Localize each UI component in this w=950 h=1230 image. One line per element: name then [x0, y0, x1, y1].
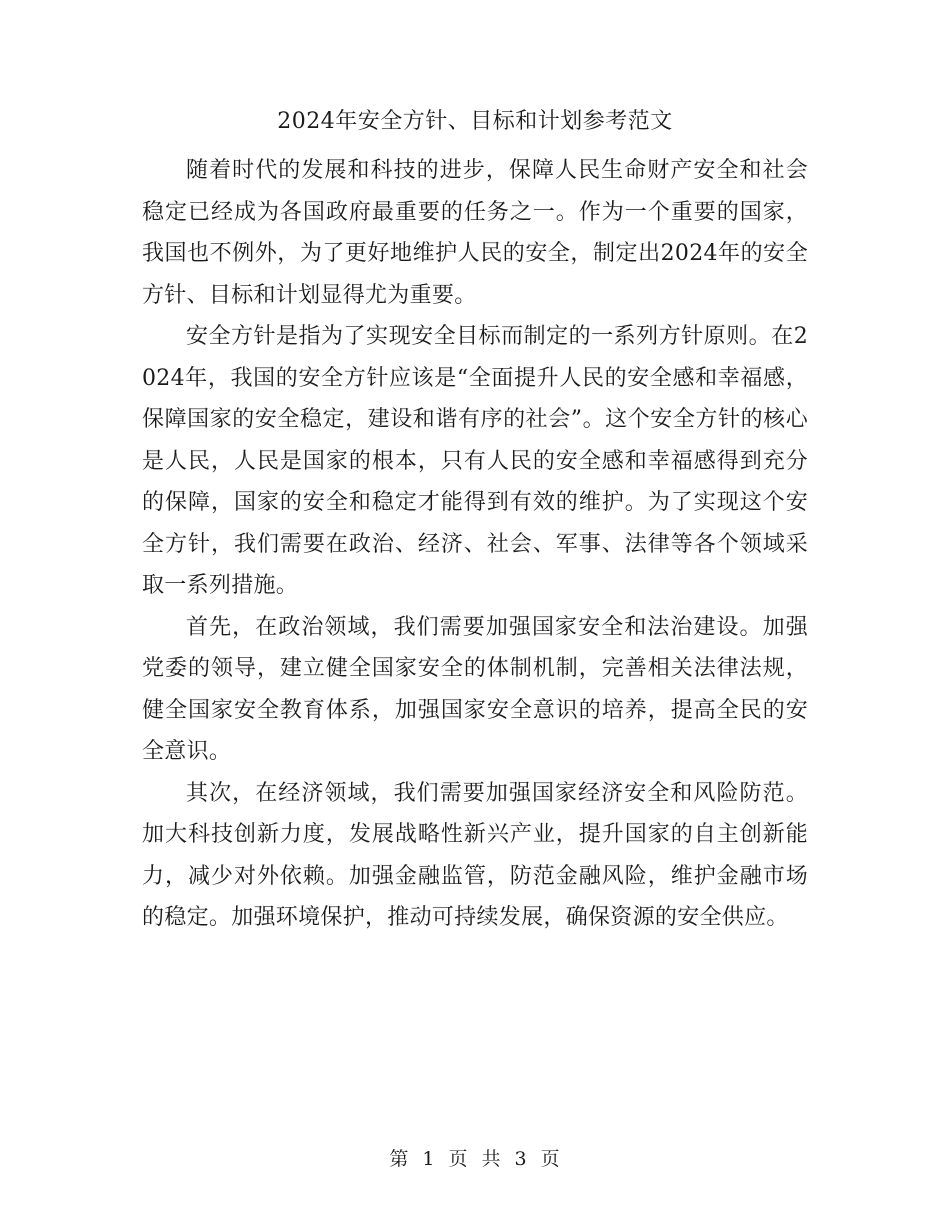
paragraph-safety-policy: 安全方针是指为了实现安全目标而制定的一系列方针原则。在2024年，我国的安全方针应该是“全面提升人民的安全感和幸福感，保障国家的安全稳定，建设和谐有序的社会”。这个安全方针的核心是人民，人民是国家的根本，只有人民的安全感和幸福感得到充分的保障，国家的安全和稳定才能得到有效的维护。为了实现这个安全方针，我们需要在政治、经济、社会、军事、法律等各个领域采取一系列措施。 [142, 324, 808, 598]
paragraph-economic-field: 其次，在经济领域，我们需要加强国家经济安全和风险防范。加大科技创新力度，发展战略性新兴产业，提升国家的自主创新能力，减少对外依赖。加强金融监管，防范金融风险，维护金融市场的稳定。加强环境保护，推动可持续发展，确保资源的安全供应。 [142, 780, 808, 930]
paragraph-political-field: 首先，在政治领域，我们需要加强国家安全和法治建设。加强党委的领导，建立健全国家安全的体制机制，完善相关法律法规，健全国家安全教育体系，加强国家安全意识的培养，提高全民的安全意识。 [142, 614, 808, 764]
paragraph-intro: 随着时代的发展和科技的进步，保障人民生命财产安全和社会稳定已经成为各国政府最重要的任务之一。作为一个重要的国家，我国也不例外，为了更好地维护人民的安全，制定出2024年的安全方针、目标和计划显得尤为重要。 [142, 158, 808, 308]
document-title: 2024年安全方针、目标和计划参考范文 [277, 109, 673, 134]
document-body [142, 150, 808, 939]
page-number-footer: 第 1 页 共 3 页 [389, 1148, 561, 1170]
